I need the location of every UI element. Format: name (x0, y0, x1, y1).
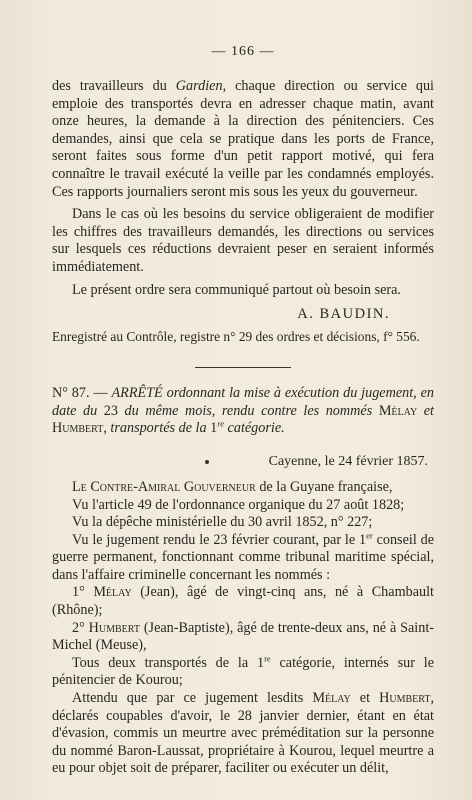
ship-name-gardien: Gardien (175, 78, 223, 94)
heading-category-sup: re (217, 418, 224, 429)
dateline (52, 454, 428, 470)
governor-title: Le Contre-Amiral Gouverneur (72, 478, 256, 495)
heading-date-number: 23 (103, 402, 118, 419)
accused-1-details: (Jean), âgé de vingt-cinq ans, né à Chambault (Rhône); (52, 584, 434, 619)
vu-jugement-a: Vu le jugement rendu le 23 février courant, par le 1 (72, 531, 367, 548)
page-number: — 166 — (211, 44, 275, 59)
both-b: catégorie, internés sur le pénitencier de Kourou; (52, 654, 434, 689)
vu-jugement (52, 529, 434, 585)
vu-jugement-sup: er (366, 529, 373, 540)
heading-text-a: ordonnant la mise à exécution du jugement, en date du (52, 385, 435, 419)
registration-note: Enregistré au Contrôle, registre n° 29 des ordres et décisions, f° 556. (52, 329, 420, 345)
vu-article: Vu l'article 49 de l'ordonnance organique du 27 août 1828; (72, 496, 405, 513)
governor-line (52, 479, 434, 497)
heading-text-d: catégorie. (224, 420, 285, 437)
attendu-name-melay: Mélay (312, 690, 351, 707)
signature: A. BAUDIN. (297, 306, 390, 323)
section-divider (195, 367, 291, 368)
accused-1-name: Mélay (93, 584, 132, 601)
dateline-text: Cayenne, le 24 février 1857. (268, 453, 428, 469)
both-a: Tous deux transportés de la 1 (72, 654, 265, 671)
vu-depeche: Vu la dépêche ministérielle du 30 avril 1852, n° 227; (72, 514, 373, 531)
governor-rest: de la Guyane française, (255, 478, 393, 495)
accused-2-number: 2° (72, 619, 89, 636)
heading-text-c: , transportés de la (103, 420, 211, 437)
heading-name-melay: Mélay (378, 402, 418, 419)
decree-number: N° 87. (52, 385, 90, 402)
paragraph-1-text-a: des travailleurs du (52, 78, 176, 94)
attendu-b: , déclarés coupables d'avoir, le 28 janvier dernier, étant en état d'évasion, commis un meurtre avec préméditation sur la personne du nommé Baron-Laussat, propriétaire à Kourou, lequel meurtre a eu pour objet soit de préparer, faciliter ou exécuter un délit, (52, 690, 434, 777)
attendu-a: Attendu que par ce jugement lesdits (72, 690, 313, 707)
heading-text-b: du même mois, rendu contre les nommés (117, 402, 379, 419)
paragraph-3: Le présent ordre sera communiqué partout où besoin sera. (72, 281, 401, 298)
attendu-name-humbert: Humbert (379, 690, 431, 707)
decree-title-word: ARRÊTÉ (111, 385, 163, 402)
paragraph-1 (52, 78, 434, 201)
accused-2-details: (Jean-Baptiste), âgé de trente-deux ans, né à Saint-Michel (Meuse), (52, 619, 434, 654)
ornament-dot (205, 460, 209, 464)
vu-jugement-b: conseil de guerre permanent, fonctionnant comme tribunal maritime spécial, dans l'affaire criminelle concernant les nommés : (52, 531, 434, 583)
heading-name-humbert: Humbert (52, 420, 104, 437)
paragraph-2: Dans le cas où les besoins du service obligeraient de modifier les chiffres des travailleurs demandés, les directions ou services sur lesquels ces réductions devraient peser en seraient informés immédiatement. (52, 206, 434, 275)
heading-category-number: 1 (210, 420, 218, 437)
both-sup: re (264, 653, 271, 664)
heading-et: et (417, 402, 434, 419)
accused-1-number: 1° (72, 584, 94, 601)
accused-2-name: Humbert (88, 619, 140, 636)
heading-dash: — (89, 385, 112, 402)
decree-heading (52, 385, 434, 438)
attendu-et: et (350, 690, 380, 707)
accused-2 (52, 620, 434, 655)
paragraph-1-text-b: , chaque direction ou service qui emploie des transportés devra en adresser chaque matin, avant onze heures, la demande à la direction des pénitenciers. Ces demandes, ainsi que cela se pratique dans les ports de France, seront faites sous forme d'un petit rapport motivé, qui fera connaître le travail exécuté la veille par les condamnés employés. Ces rapports journaliers seront mis sous les yeux du gouverneur. (52, 78, 434, 200)
accused-1 (52, 584, 434, 619)
attendu-paragraph (52, 690, 434, 778)
both-transported (52, 655, 434, 690)
